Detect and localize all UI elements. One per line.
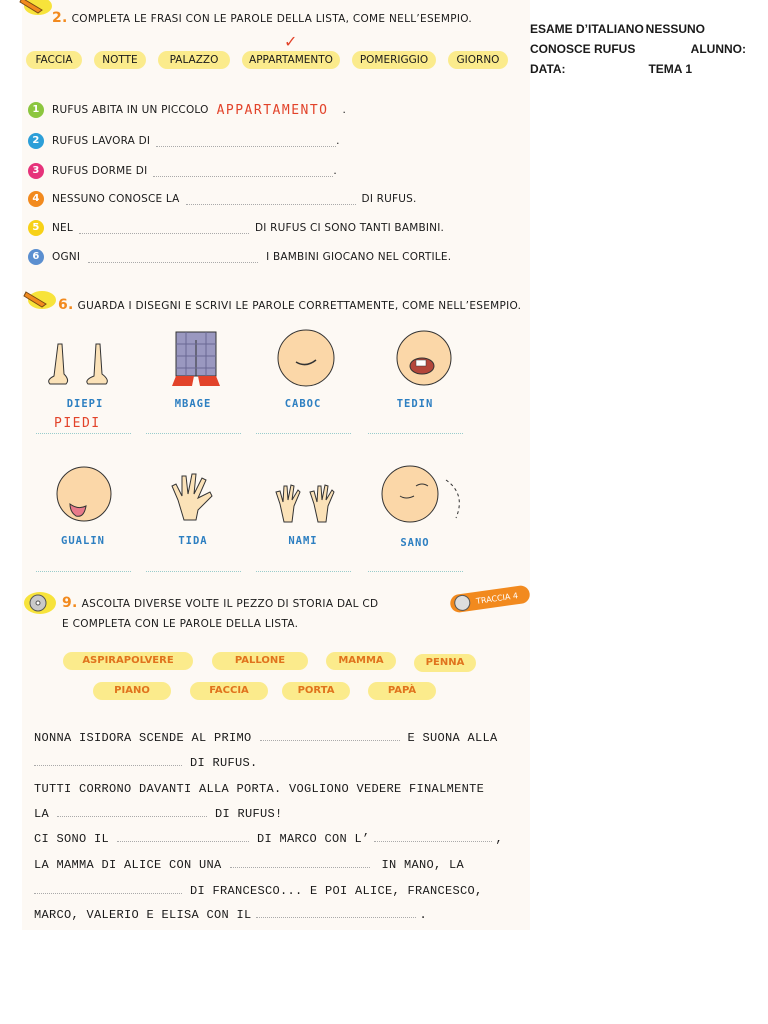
bullet-1: 1 bbox=[28, 102, 44, 118]
answer-appartamento: APPARTAMENTO bbox=[216, 102, 329, 118]
story-text: IN MANO, LA bbox=[381, 858, 465, 872]
story-line-4 bbox=[34, 806, 283, 821]
sentence-end: DI RUFUS CI SONO TANTI BAMBINI. bbox=[254, 222, 445, 234]
answer-blank[interactable] bbox=[374, 831, 492, 842]
checkmark-icon: ✓ bbox=[284, 32, 298, 51]
scrambled-word: DIEPI bbox=[66, 398, 104, 410]
bullet-6: 6 bbox=[28, 249, 44, 265]
story-text: CI SONO IL bbox=[34, 832, 110, 846]
exercise-2-number: 2. bbox=[52, 10, 68, 26]
answer-line[interactable] bbox=[36, 570, 131, 572]
story-text: DI MARCO CON L’ bbox=[257, 832, 370, 846]
exam-subtitle: CONOSCE RUFUS bbox=[530, 42, 636, 56]
sentence-end: . bbox=[333, 165, 337, 177]
story-text: LA bbox=[34, 807, 50, 821]
answer-blank[interactable] bbox=[34, 755, 182, 766]
bullet-2: 2 bbox=[28, 133, 44, 149]
sentence-text: RUFUS DORME DI bbox=[52, 165, 148, 177]
word-chip: PIANO bbox=[93, 682, 171, 700]
answer-blank[interactable] bbox=[34, 883, 182, 894]
exercise-6-number: 6. bbox=[58, 297, 74, 313]
sentence-end: . bbox=[342, 104, 347, 116]
traccia-label: TRACCIA 4 bbox=[475, 590, 519, 606]
answer-line[interactable] bbox=[256, 570, 351, 572]
sentence-3 bbox=[28, 163, 337, 179]
story-text: NONNA ISIDORA SCENDE AL PRIMO bbox=[34, 731, 252, 745]
exercise-9-number: 9. bbox=[62, 595, 78, 611]
answer-line[interactable] bbox=[368, 570, 463, 572]
sentence-2 bbox=[28, 133, 340, 149]
story-line-1 bbox=[34, 730, 498, 745]
word-chip: FACCIA bbox=[26, 51, 82, 69]
story-line-5 bbox=[34, 831, 503, 846]
answer-line[interactable] bbox=[36, 432, 131, 434]
story-text: E SUONA ALLA bbox=[407, 731, 498, 745]
answer-blank[interactable] bbox=[256, 907, 416, 918]
answer-blank[interactable] bbox=[260, 730, 400, 741]
scrambled-word: CABOC bbox=[284, 398, 322, 410]
answer-blank[interactable] bbox=[88, 252, 258, 263]
exercise-6-instruction: GUARDA I DISEGNI E SCRIVI LE PAROLE CORRETTAMENTE, COME NELL’ESEMPIO. bbox=[77, 300, 522, 312]
sentence-end: I BAMBINI GIOCANO NEL CORTILE. bbox=[266, 251, 452, 263]
story-text: DI FRANCESCO... E POI ALICE, FRANCESCO, bbox=[190, 884, 483, 898]
answer-line[interactable] bbox=[146, 432, 241, 434]
sentence-end: . bbox=[336, 135, 340, 147]
exercise-9-title bbox=[62, 595, 378, 611]
hands-icon bbox=[272, 482, 338, 526]
exam-title-cont: NESSUNO bbox=[645, 22, 705, 36]
bullet-5: 5 bbox=[28, 220, 44, 236]
sentence-5 bbox=[28, 220, 444, 236]
tongue-icon bbox=[46, 466, 122, 524]
exercise-2-title bbox=[52, 10, 472, 26]
tema-label: TEMA 1 bbox=[648, 62, 692, 76]
exercise-9-instruction-2: E COMPLETA CON LE PAROLE DELLA LISTA. bbox=[62, 618, 299, 630]
data-label: DATA: bbox=[530, 62, 566, 76]
exam-title: ESAME D’ITALIANO bbox=[530, 22, 644, 36]
sentence-text: RUFUS LAVORA DI bbox=[52, 135, 151, 147]
word-chip: PENNA bbox=[414, 654, 476, 672]
sentence-text: NESSUNO CONOSCE LA bbox=[52, 193, 180, 205]
story-text: DI RUFUS! bbox=[215, 807, 283, 821]
answer-blank[interactable] bbox=[230, 857, 370, 868]
teeth-icon bbox=[386, 330, 462, 388]
story-text: . bbox=[419, 908, 428, 922]
sentence-4 bbox=[28, 191, 417, 207]
story-text: , bbox=[495, 832, 504, 846]
scrambled-word: NAMI bbox=[288, 535, 318, 547]
word-chip: NOTTE bbox=[94, 51, 146, 69]
word-chip: ASPIRAPOLVERE bbox=[63, 652, 193, 670]
answer-line[interactable] bbox=[256, 432, 351, 434]
exam-header bbox=[530, 19, 760, 79]
story-line-3: TUTTI CORRONO DAVANTI ALLA PORTA. VOGLIONO VEDERE FINALMENTE bbox=[34, 782, 485, 796]
sentence-6 bbox=[28, 249, 451, 265]
scrambled-word: TEDIN bbox=[396, 398, 434, 410]
pencil-icon bbox=[18, 0, 52, 20]
example-answer-piedi: PIEDI bbox=[54, 416, 101, 431]
word-chip: POMERIGGIO bbox=[352, 51, 436, 69]
scrambled-word: MBAGE bbox=[174, 398, 212, 410]
story-line-7 bbox=[34, 883, 483, 898]
answer-line[interactable] bbox=[146, 570, 241, 572]
word-chip: PAPÀ bbox=[368, 682, 436, 700]
word-chip: APPARTAMENTO bbox=[242, 51, 340, 69]
answer-blank[interactable] bbox=[57, 806, 207, 817]
answer-blank[interactable] bbox=[153, 166, 333, 177]
hand-icon bbox=[164, 470, 220, 524]
scrambled-word: GUALIN bbox=[61, 535, 105, 547]
alunno-label: ALUNNO: bbox=[690, 42, 746, 56]
story-line-8 bbox=[34, 907, 427, 922]
word-chip: PALLONE bbox=[212, 652, 308, 670]
legs-icon bbox=[170, 330, 222, 392]
pencil-icon bbox=[22, 288, 56, 312]
story-text: MARCO, VALERIO E ELISA CON IL bbox=[34, 908, 252, 922]
feet-icon bbox=[44, 340, 116, 388]
word-chip: FACCIA bbox=[190, 682, 268, 700]
scrambled-word: TIDA bbox=[178, 535, 208, 547]
word-chip: PORTA bbox=[282, 682, 350, 700]
word-chip: MAMMA bbox=[326, 652, 396, 670]
answer-blank[interactable] bbox=[156, 136, 336, 147]
scrambled-word: SANO bbox=[400, 537, 430, 549]
answer-line[interactable] bbox=[368, 432, 463, 434]
cd-small-icon bbox=[453, 594, 471, 612]
exercise-9-instruction: ASCOLTA DIVERSE VOLTE IL PEZZO DI STORIA DAL CD bbox=[81, 598, 379, 610]
word-chip: PALAZZO bbox=[158, 51, 230, 69]
answer-blank[interactable] bbox=[79, 223, 249, 234]
sentence-end: DI RUFUS. bbox=[361, 193, 417, 205]
bullet-3: 3 bbox=[28, 163, 44, 179]
exercise-2-instruction: COMPLETA LE FRASI CON LE PAROLE DELLA LISTA, COME NELL’ESEMPIO. bbox=[71, 13, 473, 25]
sentence-text: NEL bbox=[52, 222, 73, 234]
answer-blank[interactable] bbox=[186, 194, 356, 205]
story-line-6 bbox=[34, 857, 464, 872]
exercise-6-title bbox=[58, 297, 521, 313]
story-line-2 bbox=[34, 755, 258, 770]
sentence-text: OGNI bbox=[52, 251, 81, 263]
face-ear-icon bbox=[374, 464, 474, 528]
sentence-text: RUFUS ABITA IN UN PICCOLO bbox=[52, 104, 209, 116]
mouth-closed-icon bbox=[268, 328, 344, 388]
story-text: LA MAMMA DI ALICE CON UNA bbox=[34, 858, 222, 872]
answer-blank[interactable] bbox=[117, 831, 249, 842]
bullet-4: 4 bbox=[28, 191, 44, 207]
word-chip: GIORNO bbox=[448, 51, 508, 69]
story-text: DI RUFUS. bbox=[190, 756, 258, 770]
sentence-1 bbox=[28, 102, 346, 118]
cd-icon bbox=[22, 590, 58, 616]
